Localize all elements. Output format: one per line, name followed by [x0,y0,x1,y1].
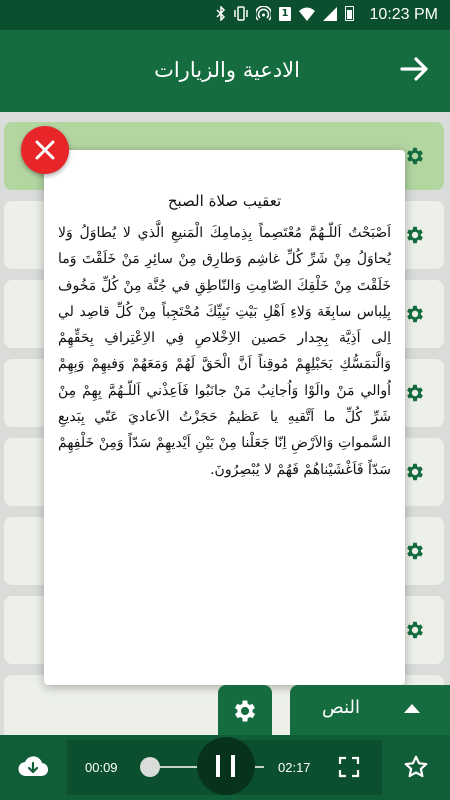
status-bar [0,0,450,30]
close-button[interactable] [21,126,69,174]
current-time: 00:09 [85,760,118,775]
cloud-download-icon[interactable] [18,755,48,777]
settings-button[interactable] [218,685,272,735]
dialog-text: اَصْبَحْتُ اَللّـهُمَّ مُعْتَصِماً بِذِمامِكَ الْمَنيعِ الَّذي لا يُطاوَلُ وَلا يُحاوَلُ مِنْ شَرِّ كُلِّ غاشِم وَطارِق مِنْ سائِرِ مَنْ خَلَقْتَ وَما خَلَقْتَ مِنْ خَلْقِكَ الصّامِتِ وَالنّاطِقِ في جُنَّة مِنْ كُلِّ مَخُوف بِلِباس سابِغَة وَلاءِ اَهْلِ بَيْتِ نَبِيِّكَ مُحْتَجِباً مِنْ كُلِّ قاصِد لي اِلى اَذِيَّة بِجِدار حَصين الاِخْلاصِ فِي الاِعْتِرافِ بِحَقِّهِمْ وَالَّتمَسُّكِ بَحَبْلِهِمْ مُوقِناً اَنَّ الْحَقَّ لَهُمْ وَمَعَهُمْ وَفيهِمْ وَبِهِمْ اُوالي مَنْ والَوْا وَاُجانِبُ مَنْ جانَبُوا فَاَعِذْني اَللّـهُمَّ بِهِمْ مِنْ شَرِّ كُلِّ ما اَتَّقيهِ يا عَظيمُ حَجَزْتُ الاَعاديَ عَنّي بِبَديعِ السَّمواتِ وَالاَرْضِ اِنّا جَعَلْنا مِنْ بَيْنِ اَيْديهِمْ سَدّاً وَمِنْ خَلْفِهِمْ سَدّاً فَاَغْشَيْناهُمْ فَهُمْ لا يُبْصِرُونَ. [58,225,391,478]
text-tab[interactable] [290,685,450,735]
battery-icon [345,6,354,21]
gear-icon[interactable] [404,224,426,246]
dialog-title: تعقيب صلاة الصبح [167,192,282,210]
gear-icon [231,697,259,725]
gear-icon[interactable] [404,461,426,483]
arrow-right-icon[interactable] [398,52,432,86]
gear-icon[interactable] [404,619,426,641]
pause-button[interactable] [197,737,255,795]
app-bar [0,30,450,112]
supplication-dialog [44,150,405,685]
wifi-icon [299,7,315,21]
signal-icon [323,7,337,21]
fullscreen-icon[interactable] [338,756,360,778]
total-time: 02:17 [278,760,311,775]
page-title: الادعية والزيارات [154,58,300,82]
bluetooth-icon [216,6,226,21]
status-time: 10:23 PM [369,6,438,23]
gear-icon[interactable] [404,303,426,325]
seek-thumb[interactable] [140,757,160,777]
hotspot-icon [256,6,271,21]
text-tab-label: النص [322,697,360,718]
star-outline-icon[interactable] [403,754,429,780]
sim-icon: 1 [279,7,291,21]
chevron-up-icon [404,704,420,713]
close-icon [35,140,55,160]
vibrate-icon [234,6,248,21]
gear-icon[interactable] [404,540,426,562]
status-icons [216,6,354,21]
gear-icon[interactable] [404,382,426,404]
gear-icon[interactable] [404,145,426,167]
